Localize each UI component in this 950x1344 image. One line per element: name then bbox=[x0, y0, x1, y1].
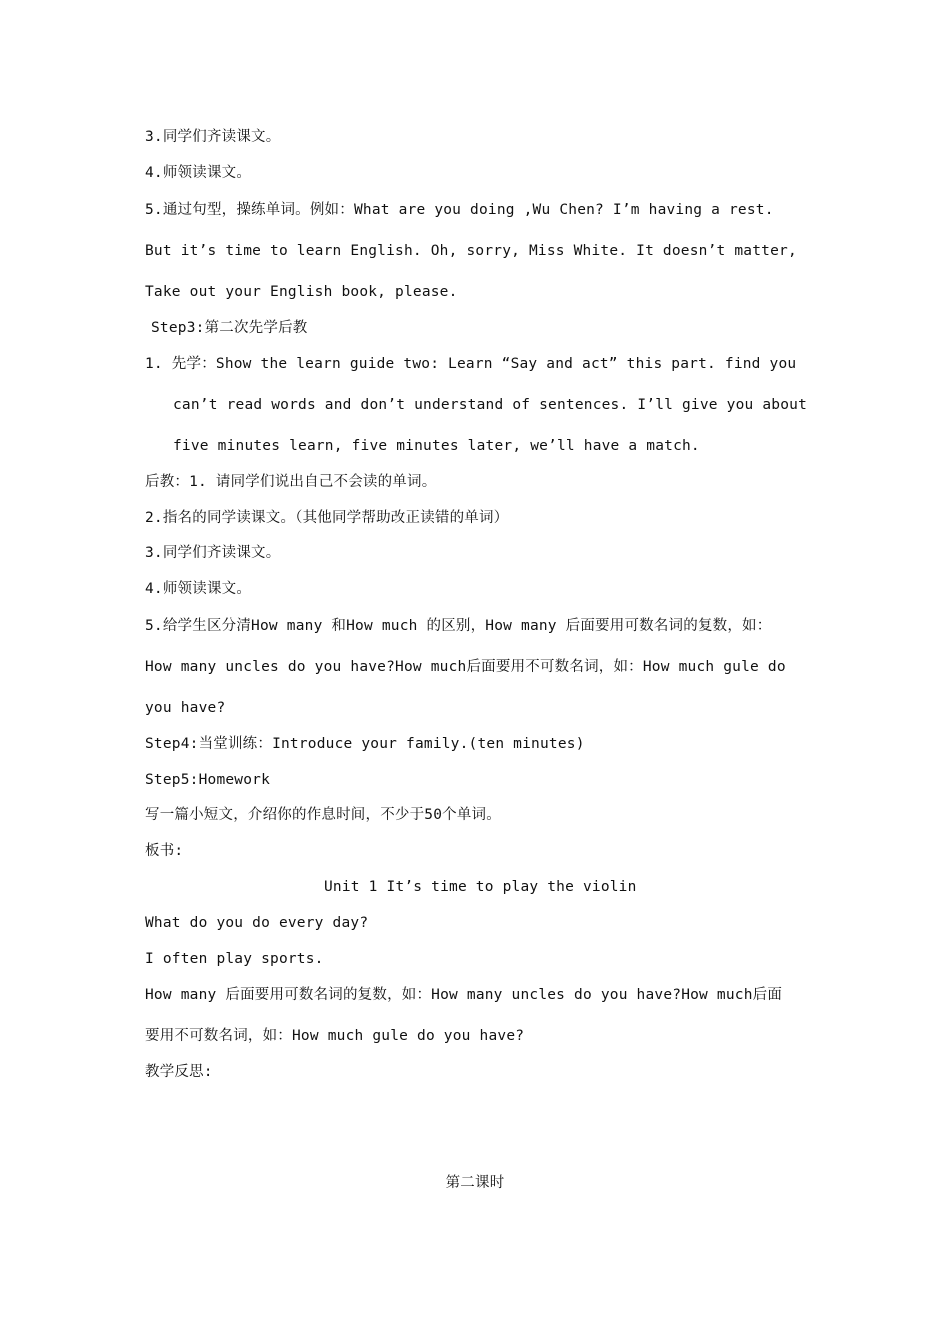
text-line: 4.师领读课文。 bbox=[145, 581, 252, 597]
text-line: 后教：1. 请同学们说出自己不会读的单词。 bbox=[145, 474, 437, 490]
section-heading: Step3:第二次先学后教 bbox=[151, 320, 308, 336]
text-line: Step5:Homework bbox=[145, 772, 271, 788]
text-line: How many 后面要用可数名词的复数，如：How many uncles do you have?How much后面 bbox=[145, 987, 783, 1003]
lesson-heading: 第二课时 bbox=[445, 1175, 505, 1191]
board-title: Unit 1 It’s time to play the violin bbox=[324, 879, 637, 895]
text-line: 4.师领读课文。 bbox=[145, 165, 252, 181]
text-line: 教学反思: bbox=[145, 1064, 213, 1080]
text-line: five minutes learn, five minutes later, we’ll have a match. bbox=[173, 438, 700, 454]
text-line: can’t read words and don’t understand of sentences. I’ll give you about bbox=[173, 397, 808, 413]
text-line: How many uncles do you have?How much后面要用不可数名词，如：How much gule do bbox=[145, 659, 786, 675]
text-line: you have? bbox=[145, 700, 226, 716]
text-line: 1. 先学：Show the learn guide two: Learn “Say and act” this part. find you bbox=[145, 356, 797, 372]
text-line: What do you do every day? bbox=[145, 915, 369, 931]
text-line: Take out your English book, please. bbox=[145, 284, 458, 300]
text-line: 3.同学们齐读课文。 bbox=[145, 129, 281, 145]
text-line: 3.同学们齐读课文。 bbox=[145, 545, 281, 561]
text-line: 5.给学生区分清How many 和How much 的区别，How many 后面要用可数名词的复数，如： bbox=[145, 618, 772, 634]
text-line: But it’s time to learn English. Oh, sorry, Miss White. It doesn’t matter, bbox=[145, 243, 797, 259]
text-line: 板书: bbox=[145, 843, 184, 859]
text-line: Step4:当堂训练：Introduce your family.(ten minutes) bbox=[145, 736, 585, 752]
text-line: 写一篇小短文，介绍你的作息时间，不少于50个单词。 bbox=[145, 807, 501, 823]
text-line: 5.通过句型，操练单词。例如：What are you doing ,Wu Chen? I’m having a rest. bbox=[145, 202, 774, 218]
text-line: I often play sports. bbox=[145, 951, 324, 967]
text-line: 2.指名的同学读课文。（其他同学帮助改正读错的单词） bbox=[145, 510, 509, 526]
text-line: 要用不可数名词，如：How much gule do you have? bbox=[145, 1028, 525, 1044]
